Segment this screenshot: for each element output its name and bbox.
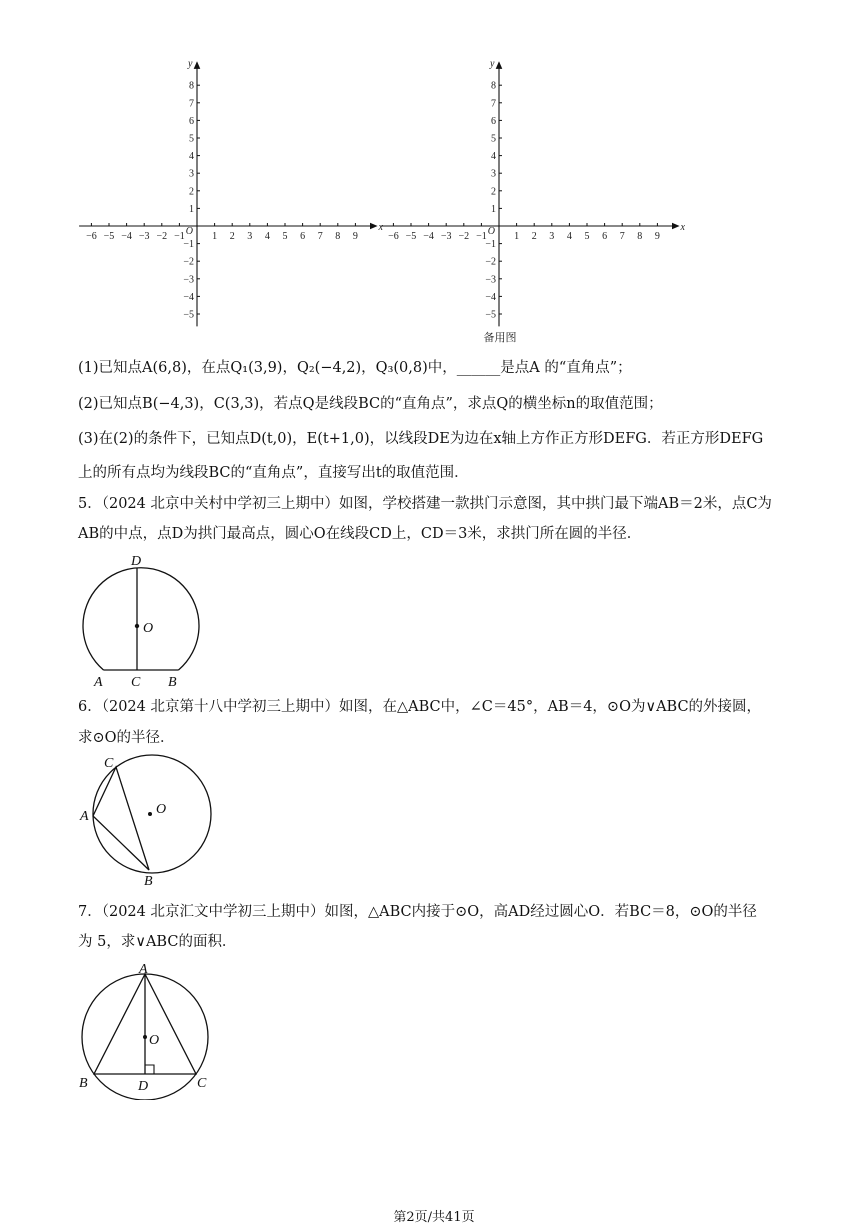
x-tick-label: 2 [229,231,235,242]
y-axis-label: y [188,58,193,70]
origin-label: O [487,226,495,237]
x-tick-label: −1 [476,231,487,242]
x-tick-label: −4 [423,231,434,242]
arch-arc [83,568,199,670]
x-tick-label: 9 [654,231,660,242]
label-d: D [138,1079,149,1094]
y-tick-label: −4 [183,291,194,303]
problem6-line1: 6．（2024 北京第十八中学初三上期中）如图，在△ABC中，∠C＝45°，AB＝4，⊙O为∨ABC的外接圆， [78,699,762,715]
x-tick-label: 1 [212,231,218,242]
y-tick-label: −5 [485,309,496,321]
label-d: D [131,554,142,569]
y-tick-label: −1 [183,239,194,251]
center-point-o [135,624,139,628]
circumcircle-figure [70,750,220,890]
y-tick-label: −3 [183,274,194,286]
label-a: A [139,962,148,977]
y-tick-label: 7 [189,98,194,110]
y-tick-label: 2 [189,186,194,198]
x-tick-label: 8 [637,231,643,242]
x-axis-label: x [680,222,685,233]
y-tick-label: 4 [491,151,496,163]
x-tick-label: 1 [514,231,520,242]
y-tick-label: 5 [491,133,496,145]
x-tick-label: 5 [282,231,288,242]
problem6-line2: 求⊙O的半径． [78,730,175,746]
problem5-line2: AB的中点，点D为拱门最高点，圆心O在线段CD上，CD＝3米，求拱门所在圆的半径． [78,526,642,542]
x-tick-label: −2 [156,231,168,242]
problem4-part1: (1)已知点A(6,8)，在点Q₁(3,9)，Q₂(−4,2)，Q₃(0,8)中，______是点A 的“直角点”； [78,360,632,376]
x-tick-label: −4 [121,231,132,242]
y-tick-label: 7 [491,98,496,110]
y-tick-label: 6 [491,115,496,127]
label-o: O [156,802,167,817]
problem4-part3-line2: 上的所有点均为线段BC的“直角点”，直接写出t的取值范围． [78,465,469,481]
y-tick-label: 6 [189,115,194,127]
x-tick-label: −6 [86,231,97,242]
y-tick-label: 2 [491,186,496,198]
label-b: B [168,675,177,690]
x-tick-label: 7 [619,231,625,242]
center-point-o [148,812,152,816]
arch-figure [70,548,210,690]
y-tick-label: 8 [491,80,496,92]
problem4-part3-line1: (3)在(2)的条件下，已知点D(t,0)，E(t+1,0)，以线段DE为边在x轴上方作正方形DEFG．若正方形DEFG [78,431,764,447]
x-tick-label: −3 [138,231,150,242]
y-axis-label: y [490,58,495,70]
x-tick-label: 4 [264,231,270,242]
y-tick-label: 1 [491,203,496,215]
y-tick-label: 5 [189,133,194,145]
x-tick-label: 3 [549,231,555,242]
label-o: O [143,621,154,636]
x-axis-label: x [378,222,383,233]
label-c: C [104,756,114,771]
y-tick-label: −4 [485,291,496,303]
x-tick-label: −6 [388,231,399,242]
x-tick-label: −5 [405,231,417,242]
label-a: A [94,675,103,690]
y-tick-label: −2 [183,256,194,268]
right-angle-mark [145,1065,154,1074]
label-b: B [144,874,153,889]
coordinate-grids [0,0,868,350]
x-tick-label: −3 [440,231,452,242]
x-tick-label: 5 [584,231,590,242]
x-tick-label: 8 [335,231,341,242]
coordinate-grid-main [79,58,383,326]
inscribed-triangle-figure [70,960,220,1100]
spare-figure-label: 备用图 [483,332,517,344]
x-tick-label: 3 [247,231,253,242]
y-tick-label: 4 [189,151,194,163]
problem5-line1: 5．（2024 北京中关村中学初三上期中）如图，学校搭建一款拱门示意图，其中拱门最下端AB＝2米，点C为 [78,496,772,512]
problem7-line1: 7．（2024 北京汇文中学初三上期中）如图，△ABC内接于⊙O，高AD经过圆心O．若BC＝8，⊙O的半径 [78,904,757,920]
problem7-line2: 为 5，求∨ABC的面积． [78,934,237,950]
x-tick-label: −2 [458,231,470,242]
x-tick-label: −1 [174,231,185,242]
label-c: C [131,675,141,690]
y-tick-label: −2 [485,256,496,268]
x-tick-label: 7 [317,231,323,242]
center-point-o [143,1035,147,1039]
origin-label: O [185,226,193,237]
label-o: O [149,1033,160,1048]
x-tick-label: −5 [103,231,115,242]
y-tick-label: −3 [485,274,496,286]
y-tick-label: 8 [189,80,194,92]
problem4-part2: (2)已知点B(−4,3)，C(3,3)，若点Q是线段BC的“直角点”，求点Q的横坐标n的取值范围； [78,396,663,412]
y-tick-label: 3 [189,168,194,180]
x-tick-label: 6 [300,231,306,242]
x-tick-label: 4 [566,231,572,242]
y-tick-label: −1 [485,239,496,251]
y-tick-label: −5 [183,309,194,321]
label-a: A [80,809,89,824]
x-tick-label: 6 [602,231,608,242]
y-tick-label: 1 [189,203,194,215]
label-b: B [79,1076,88,1091]
x-tick-label: 9 [352,231,358,242]
page-footer: 第2页/共41页 [393,1210,475,1225]
label-c: C [197,1076,207,1091]
x-tick-label: 2 [531,231,537,242]
coordinate-grid-spare [381,58,685,326]
y-tick-label: 3 [491,168,496,180]
